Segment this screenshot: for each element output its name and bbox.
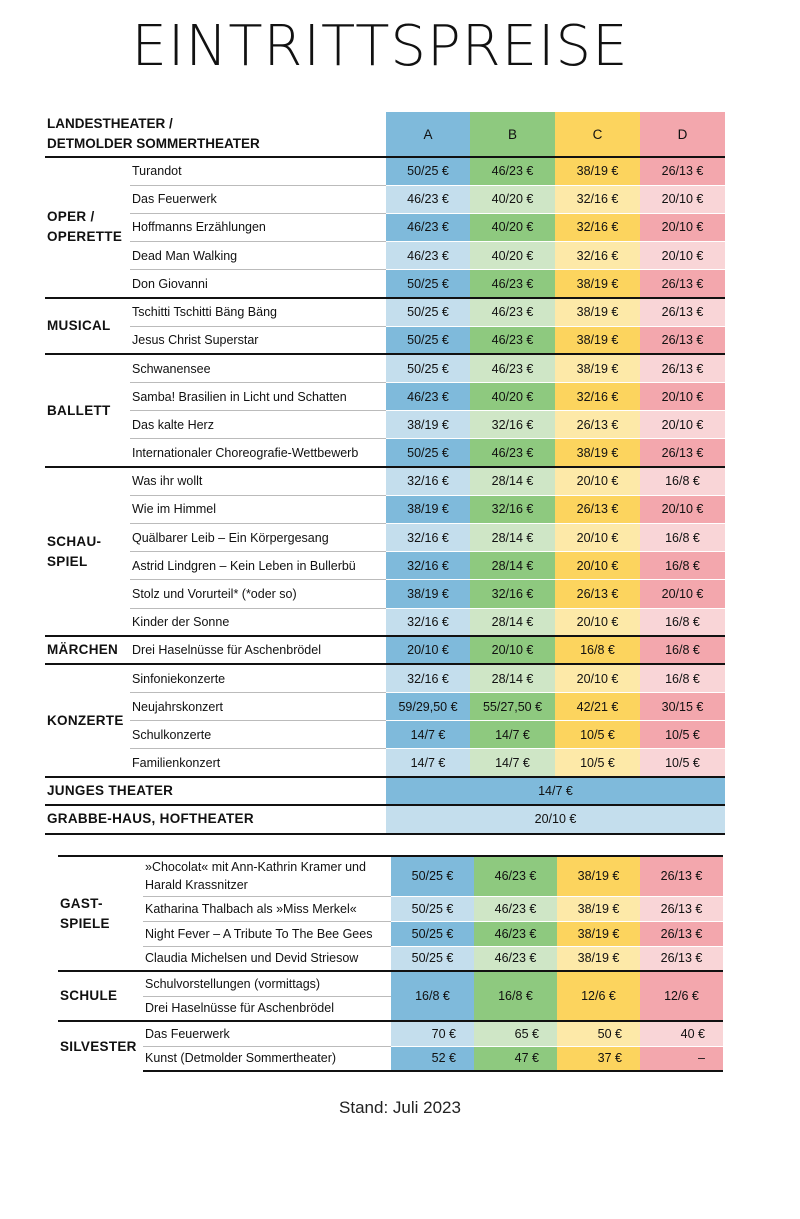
price-cell-b: 28/14 € — [470, 467, 555, 495]
table-row — [45, 749, 725, 777]
event-name: Astrid Lindgren – Kein Leben in Bullerbü — [130, 552, 386, 580]
price-cell-b: 46/23 € — [470, 439, 555, 467]
price-cell-a: 50/25 € — [391, 856, 474, 896]
price-cell-a: 16/8 € — [391, 971, 474, 1021]
price-cell-b: 14/7 € — [470, 721, 555, 749]
price-cell-d: 20/10 € — [640, 383, 725, 411]
price-cell-c: 20/10 € — [555, 467, 640, 495]
category-line: OPER / — [47, 209, 95, 225]
table-row — [58, 1021, 723, 1046]
flat-price-row — [45, 777, 725, 805]
flat-price: 14/7 € — [386, 777, 725, 805]
price-cell-d: 26/13 € — [640, 439, 725, 467]
category-line: MUSICAL — [47, 318, 111, 334]
price-cell-c: 42/21 € — [555, 693, 640, 721]
price-cell-b: 16/8 € — [474, 971, 557, 1021]
price-cell-b: 47 € — [474, 1046, 557, 1071]
price-cell-d: 26/13 € — [640, 157, 725, 185]
price-cell-c: 32/16 € — [555, 185, 640, 213]
price-cell-b: 65 € — [474, 1021, 557, 1046]
category-label — [45, 636, 130, 664]
price-cell-d: 30/15 € — [640, 693, 725, 721]
table-row — [45, 185, 725, 213]
event-name: Claudia Michelsen und Devid Striesow — [143, 946, 391, 971]
price-cell-d: 16/8 € — [640, 523, 725, 551]
event-name: »Chocolat« mit Ann-Kathrin Kramer und Harald Krassnitzer — [143, 856, 391, 896]
price-cell-b: 55/27,50 € — [470, 693, 555, 721]
price-cell-d: 26/13 € — [640, 298, 725, 326]
price-cell-c: 38/19 € — [557, 921, 640, 946]
flat-label: JUNGES THEATER — [45, 777, 386, 805]
price-cell-c: 32/16 € — [555, 213, 640, 241]
table-row — [58, 921, 723, 946]
category-label — [45, 298, 130, 354]
price-cell-c: 20/10 € — [555, 608, 640, 636]
table-row — [58, 1046, 723, 1071]
price-cell-c: 38/19 € — [555, 157, 640, 185]
price-cell-c: 26/13 € — [555, 411, 640, 439]
price-cell-c: 20/10 € — [555, 552, 640, 580]
category-label — [45, 354, 130, 467]
event-name: Katharina Thalbach als »Miss Merkel« — [143, 896, 391, 921]
price-cell-c: 26/13 € — [555, 495, 640, 523]
column-header-b: B — [470, 112, 555, 157]
event-name: Stolz und Vorurteil* (*oder so) — [130, 580, 386, 608]
price-cell-b: 28/14 € — [470, 664, 555, 692]
event-name: Tschitti Tschitti Bäng Bäng — [130, 298, 386, 326]
price-cell-c: 16/8 € — [555, 636, 640, 664]
price-cell-d: 26/13 € — [640, 921, 723, 946]
status-date: Stand: Juli 2023 — [339, 1098, 461, 1117]
price-cell-c: 50 € — [557, 1021, 640, 1046]
category-line: SILVESTER — [60, 1038, 137, 1054]
category-line: BALLETT — [47, 402, 111, 418]
price-cell-b: 32/16 € — [470, 411, 555, 439]
price-cell-b: 46/23 € — [470, 270, 555, 298]
table-row — [45, 242, 725, 270]
table-row — [45, 298, 725, 326]
table-row — [45, 693, 725, 721]
table-row — [45, 354, 725, 382]
price-cell-d: 16/8 € — [640, 608, 725, 636]
price-cell-b: 46/23 € — [474, 896, 557, 921]
table-row — [58, 896, 723, 921]
price-cell-c: 38/19 € — [555, 439, 640, 467]
price-cell-d: 26/13 € — [640, 946, 723, 971]
category-label — [45, 467, 130, 636]
event-name: Samba! Brasilien in Licht und Schatten — [130, 383, 386, 411]
category-label — [58, 971, 143, 1021]
table-row — [58, 971, 723, 996]
event-name: Das Feuerwerk — [143, 1021, 391, 1046]
price-cell-a: 32/16 € — [386, 467, 470, 495]
event-name: Sinfoniekonzerte — [130, 664, 386, 692]
price-cell-a: 50/25 € — [391, 921, 474, 946]
price-cell-c: 32/16 € — [555, 242, 640, 270]
column-header-d: D — [640, 112, 725, 157]
price-cell-a: 32/16 € — [386, 523, 470, 551]
price-cell-c: 10/5 € — [555, 721, 640, 749]
event-name: Drei Haselnüsse für Aschenbrödel — [130, 636, 386, 664]
table-row — [45, 411, 725, 439]
price-cell-a: 50/25 € — [391, 946, 474, 971]
price-cell-d: 16/8 € — [640, 467, 725, 495]
table-row — [45, 270, 725, 298]
category-line: SPIEL — [47, 553, 88, 569]
price-cell-d: 40 € — [640, 1021, 723, 1046]
price-cell-c: 38/19 € — [557, 896, 640, 921]
event-name: Kunst (Detmolder Sommertheater) — [143, 1046, 391, 1071]
price-cell-d: 20/10 € — [640, 495, 725, 523]
price-cell-c: 12/6 € — [557, 971, 640, 1021]
column-header-a: A — [386, 112, 470, 157]
category-label — [58, 856, 143, 971]
price-cell-a: 50/25 € — [391, 896, 474, 921]
event-name: Hoffmanns Erzählungen — [130, 213, 386, 241]
price-cell-d: 16/8 € — [640, 664, 725, 692]
column-header-c: C — [555, 112, 640, 157]
event-name: Das kalte Herz — [130, 411, 386, 439]
table-row — [45, 523, 725, 551]
price-cell-d: 12/6 € — [640, 971, 723, 1021]
price-cell-d: 20/10 € — [640, 580, 725, 608]
price-cell-b: 46/23 € — [474, 856, 557, 896]
category-line: SCHULE — [60, 988, 118, 1003]
event-name: Schulkonzerte — [130, 721, 386, 749]
price-cell-a: 32/16 € — [386, 552, 470, 580]
price-table-main — [45, 112, 725, 835]
event-name: Neujahrskonzert — [130, 693, 386, 721]
price-cell-b: 40/20 € — [470, 383, 555, 411]
header-row — [45, 112, 725, 157]
event-name: Jesus Christ Superstar — [130, 326, 386, 354]
price-cell-b: 46/23 € — [474, 946, 557, 971]
price-cell-d: 16/8 € — [640, 636, 725, 664]
price-cell-a: 46/23 € — [386, 213, 470, 241]
price-cell-b: 28/14 € — [470, 523, 555, 551]
price-cell-b: 46/23 € — [470, 157, 555, 185]
table-row — [45, 467, 725, 495]
event-name: Turandot — [130, 157, 386, 185]
price-cell-a: 38/19 € — [386, 411, 470, 439]
table-row — [45, 213, 725, 241]
table-row — [45, 383, 725, 411]
event-name: Night Fever – A Tribute To The Bee Gees — [143, 921, 391, 946]
price-cell-a: 50/25 € — [386, 326, 470, 354]
table-row — [58, 946, 723, 971]
category-line: SPIELE — [60, 915, 110, 931]
price-cell-d: 26/13 € — [640, 270, 725, 298]
price-cell-d: 26/13 € — [640, 354, 725, 382]
price-cell-a: 50/25 € — [386, 270, 470, 298]
price-cell-a: 46/23 € — [386, 242, 470, 270]
event-name: Das Feuerwerk — [130, 185, 386, 213]
price-cell-a: 32/16 € — [386, 664, 470, 692]
category-label — [58, 1021, 143, 1071]
price-cell-d: 26/13 € — [640, 856, 723, 896]
price-cell-d: 26/13 € — [640, 896, 723, 921]
category-line: SCHAU- — [47, 533, 102, 549]
event-name: Internationaler Choreografie-Wettbewerb — [130, 439, 386, 467]
table-row — [45, 326, 725, 354]
event-name: Kinder der Sonne — [130, 608, 386, 636]
price-cell-b: 32/16 € — [470, 495, 555, 523]
event-name: Schwanensee — [130, 354, 386, 382]
header-label-line2: DETMOLDER SOMMERTHEATER — [47, 136, 260, 151]
price-cell-b: 46/23 € — [470, 354, 555, 382]
price-cell-a: 32/16 € — [386, 608, 470, 636]
flat-price: 20/10 € — [386, 805, 725, 833]
table-row — [45, 721, 725, 749]
price-cell-b: 40/20 € — [470, 185, 555, 213]
table-row — [45, 608, 725, 636]
event-name: Drei Haselnüsse für Aschenbrödel — [143, 996, 391, 1021]
table-row — [58, 856, 723, 896]
price-cell-d: 20/10 € — [640, 411, 725, 439]
price-cell-d: 20/10 € — [640, 213, 725, 241]
price-cell-b: 40/20 € — [470, 242, 555, 270]
table-row — [45, 580, 725, 608]
price-cell-b: 46/23 € — [474, 921, 557, 946]
price-cell-c: 38/19 € — [555, 298, 640, 326]
flat-label: GRABBE-HAUS, HOFTHEATER — [45, 805, 386, 833]
price-cell-d: 10/5 € — [640, 721, 725, 749]
price-cell-b: 32/16 € — [470, 580, 555, 608]
event-name: Dead Man Walking — [130, 242, 386, 270]
price-cell-b: 40/20 € — [470, 213, 555, 241]
price-cell-b: 28/14 € — [470, 608, 555, 636]
price-cell-a: 52 € — [391, 1046, 474, 1071]
category-line: MÄRCHEN — [47, 642, 119, 658]
price-cell-a: 46/23 € — [386, 185, 470, 213]
price-cell-a: 50/25 € — [386, 439, 470, 467]
price-table-guest — [58, 855, 723, 1072]
price-cell-d: – — [640, 1046, 723, 1071]
price-cell-d: 20/10 € — [640, 185, 725, 213]
header-label-line1: LANDESTHEATER / — [47, 116, 173, 131]
price-cell-c: 20/10 € — [555, 664, 640, 692]
price-cell-a: 38/19 € — [386, 580, 470, 608]
price-cell-c: 32/16 € — [555, 383, 640, 411]
price-cell-c: 26/13 € — [555, 580, 640, 608]
category-label — [45, 664, 130, 777]
price-cell-b: 20/10 € — [470, 636, 555, 664]
price-cell-b: 46/23 € — [470, 326, 555, 354]
table-row — [45, 495, 725, 523]
price-cell-c: 38/19 € — [557, 946, 640, 971]
price-cell-a: 14/7 € — [386, 721, 470, 749]
header-label — [45, 112, 386, 157]
price-cell-c: 38/19 € — [555, 270, 640, 298]
price-cell-c: 38/19 € — [555, 326, 640, 354]
table-row — [45, 664, 725, 692]
price-cell-c: 38/19 € — [557, 856, 640, 896]
category-line: KONZERTE — [47, 712, 124, 728]
table-row — [45, 439, 725, 467]
price-cell-a: 46/23 € — [386, 383, 470, 411]
price-cell-c: 20/10 € — [555, 523, 640, 551]
price-cell-b: 14/7 € — [470, 749, 555, 777]
price-cell-a: 50/25 € — [386, 298, 470, 326]
event-name: Wie im Himmel — [130, 495, 386, 523]
price-cell-d: 16/8 € — [640, 552, 725, 580]
price-cell-a: 14/7 € — [386, 749, 470, 777]
price-cell-b: 28/14 € — [470, 552, 555, 580]
table-row — [45, 552, 725, 580]
page-title: EINTRITTSPREISE — [131, 14, 629, 79]
event-name: Schulvorstellungen (vormittags) — [143, 971, 391, 996]
table-row — [45, 157, 725, 185]
table-row — [45, 636, 725, 664]
category-line: OPERETTE — [47, 229, 123, 245]
event-name: Quälbarer Leib – Ein Körpergesang — [130, 523, 386, 551]
event-name: Don Giovanni — [130, 270, 386, 298]
event-name: Familienkonzert — [130, 749, 386, 777]
price-cell-a: 59/29,50 € — [386, 693, 470, 721]
price-cell-c: 10/5 € — [555, 749, 640, 777]
price-cell-a: 20/10 € — [386, 636, 470, 664]
price-cell-c: 37 € — [557, 1046, 640, 1071]
price-cell-a: 70 € — [391, 1021, 474, 1046]
price-cell-c: 38/19 € — [555, 354, 640, 382]
price-cell-a: 50/25 € — [386, 157, 470, 185]
price-cell-a: 50/25 € — [386, 354, 470, 382]
price-cell-d: 10/5 € — [640, 749, 725, 777]
category-label — [45, 157, 130, 298]
flat-price-row — [45, 805, 725, 833]
price-cell-a: 38/19 € — [386, 495, 470, 523]
price-cell-b: 46/23 € — [470, 298, 555, 326]
price-cell-d: 20/10 € — [640, 242, 725, 270]
price-cell-d: 26/13 € — [640, 326, 725, 354]
category-line: GAST- — [60, 895, 103, 911]
event-name: Was ihr wollt — [130, 467, 386, 495]
